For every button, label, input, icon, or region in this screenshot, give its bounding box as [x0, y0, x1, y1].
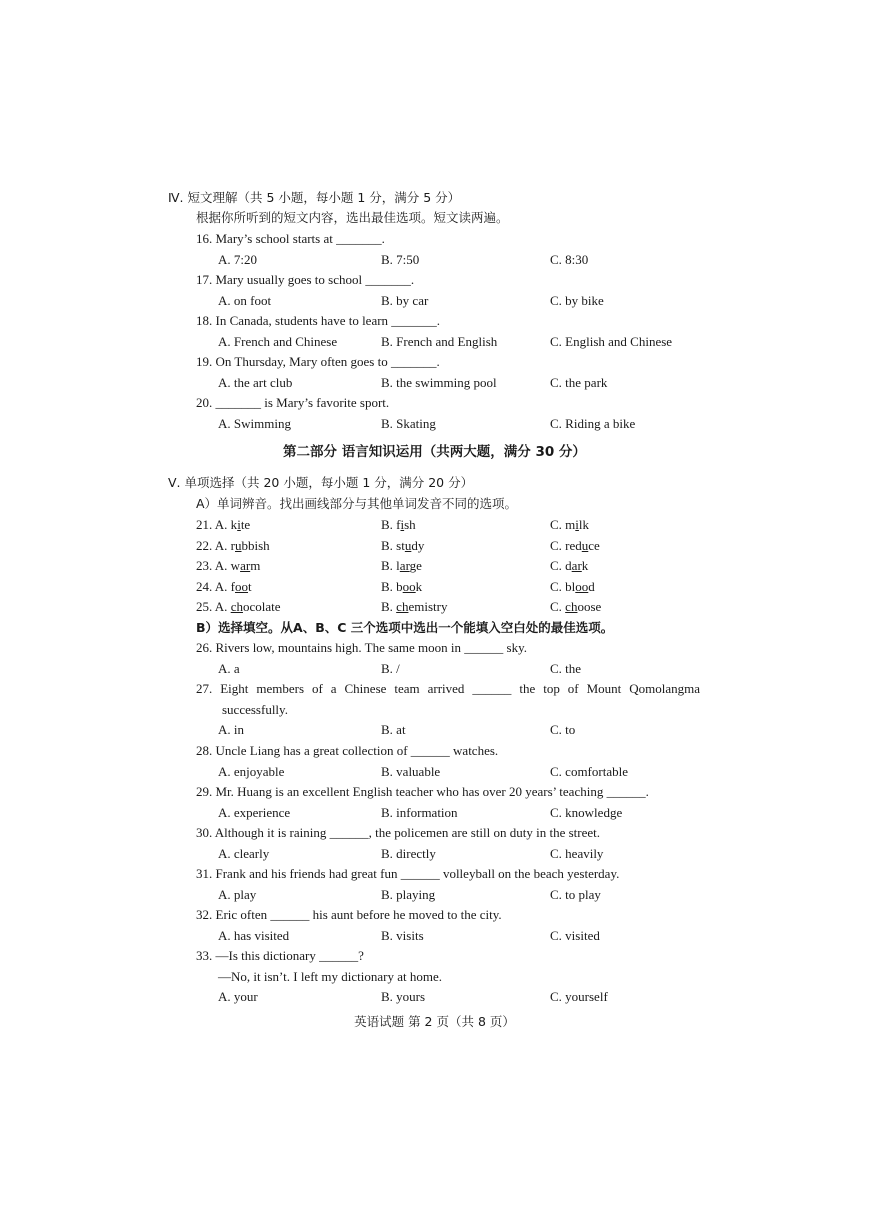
section-4-instruction: 根据你所听到的短文内容，选出最佳选项。短文读两遍。: [196, 210, 509, 225]
question-21-option-b: B. fish: [381, 517, 416, 532]
question-32-option-a: A. has visited: [218, 928, 290, 943]
question-24: [196, 579, 252, 595]
question-26-option-b: B. /: [381, 661, 400, 676]
question-22-option-b: B. study: [381, 538, 425, 553]
question-16-stem: 16. Mary’s school starts at _______.: [196, 231, 385, 246]
question-18-option-a: A. French and Chinese: [218, 334, 338, 349]
question-26-stem: 26. Rivers low, mountains high. The same moon in ______ sky.: [196, 640, 527, 655]
question-20-stem: 20. _______ is Mary’s favorite sport.: [196, 395, 390, 410]
question-16-option-a: A. 7:20: [218, 252, 257, 267]
question-27-option-b: B. at: [381, 722, 406, 737]
question-31-option-a: A. play: [218, 887, 257, 902]
question-18-option-b: B. French and English: [381, 334, 498, 349]
option-a: A. warm: [214, 558, 261, 573]
question-33-option-a: A. your: [218, 989, 258, 1004]
question-number: 25.: [196, 599, 213, 614]
question-28-stem: 28. Uncle Liang has a great collection of ______ watches.: [196, 743, 499, 758]
question-30-option-c: C. heavily: [550, 846, 604, 861]
question-30-stem: 30. Although it is raining ______, the policemen are still on duty in the street.: [196, 825, 601, 840]
question-16-option-b: B. 7:50: [381, 252, 420, 267]
question-21: [196, 517, 250, 533]
question-32-option-c: C. visited: [550, 928, 600, 943]
question-17-stem: 17. Mary usually goes to school _______.: [196, 272, 415, 287]
section-4-heading: Ⅳ. 短文理解（共 5 小题，每小题 1 分，满分 5 分）: [168, 190, 461, 205]
question-32-option-b: B. visits: [381, 928, 424, 943]
part-2-title: 第二部分 语言知识运用（共两大题，满分 30 分）: [283, 444, 586, 460]
question-29-option-c: C. knowledge: [550, 805, 623, 820]
section-5-part-a-instruction: A）单词辨音。找出画线部分与其他单词发音不同的选项。: [196, 496, 518, 511]
question-17-option-a: A. on foot: [218, 293, 272, 308]
page-footer: 英语试题 第 2 页（共 8 页）: [354, 1014, 515, 1029]
question-20-option-b: B. Skating: [381, 416, 436, 431]
question-28-option-b: B. valuable: [381, 764, 441, 779]
question-21-option-c: C. milk: [550, 517, 590, 532]
question-28-option-c: C. comfortable: [550, 764, 628, 779]
option-a: A. rubbish: [214, 538, 270, 553]
question-23: [196, 558, 260, 574]
question-30-option-a: A. clearly: [218, 846, 270, 861]
question-27-option-a: A. in: [218, 722, 244, 737]
question-number: 21.: [196, 517, 213, 532]
option-a: A. kite: [214, 517, 251, 532]
option-a: A. foot: [214, 579, 252, 594]
question-28-option-a: A. enjoyable: [218, 764, 285, 779]
question-29-option-a: A. experience: [218, 805, 291, 820]
question-24-option-c: C. blood: [550, 579, 595, 594]
section-5-part-b-instruction: B）选择填空。从A、B、C 三个选项中选出一个能填入空白处的最佳选项。: [196, 620, 614, 635]
question-23-option-b: B. large: [381, 558, 422, 573]
question-24-option-b: B. book: [381, 579, 423, 594]
question-29-option-b: B. information: [381, 805, 458, 820]
question-25: [196, 599, 281, 615]
option-a: A. chocolate: [214, 599, 281, 614]
question-17-option-c: C. by bike: [550, 293, 604, 308]
question-31-option-b: B. playing: [381, 887, 436, 902]
question-number: 23.: [196, 558, 213, 573]
question-19-stem: 19. On Thursday, Mary often goes to _______.: [196, 354, 440, 369]
question-number: 22.: [196, 538, 213, 553]
question-17-option-b: B. by car: [381, 293, 429, 308]
question-20-option-c: C. Riding a bike: [550, 416, 636, 431]
question-26-option-c: C. the: [550, 661, 582, 676]
question-19-option-c: C. the park: [550, 375, 608, 390]
question-19-option-b: B. the swimming pool: [381, 375, 497, 390]
question-18-stem: 18. In Canada, students have to learn _______.: [196, 313, 441, 328]
question-33-option-c: C. yourself: [550, 989, 608, 1004]
question-18-option-c: C. English and Chinese: [550, 334, 673, 349]
question-32-stem: 32. Eric often ______ his aunt before he moved to the city.: [196, 907, 502, 922]
question-16-option-c: C. 8:30: [550, 252, 589, 267]
question-19-option-a: A. the art club: [218, 375, 293, 390]
question-23-option-c: C. dark: [550, 558, 589, 573]
question-29-stem: 29. Mr. Huang is an excellent English teacher who has over 20 years’ teaching ______.: [196, 784, 649, 799]
question-27-option-c: C. to: [550, 722, 576, 737]
question-33-stem: 33. —Is this dictionary ______?: [196, 948, 364, 963]
question-20-option-a: A. Swimming: [218, 416, 291, 431]
question-22-option-c: C. reduce: [550, 538, 600, 553]
question-33-option-b: B. yours: [381, 989, 426, 1004]
question-27-continuation: successfully.: [222, 702, 288, 717]
question-31-option-c: C. to play: [550, 887, 601, 902]
question-27-stem: 27. Eight members of a Chinese team arrived ______ the top of Mount Qomolangma: [196, 681, 700, 696]
question-26-option-a: A. a: [218, 661, 240, 676]
question-31-stem: 31. Frank and his friends had great fun ______ volleyball on the beach yesterday.: [196, 866, 620, 881]
question-number: 24.: [196, 579, 213, 594]
question-25-option-c: C. choose: [550, 599, 602, 614]
question-22: [196, 538, 270, 554]
question-30-option-b: B. directly: [381, 846, 436, 861]
section-5-heading: Ⅴ. 单项选择（共 20 小题，每小题 1 分，满分 20 分）: [168, 475, 474, 490]
question-25-option-b: B. chemistry: [381, 599, 448, 614]
question-33-reply: —No, it isn’t. I left my dictionary at home.: [218, 969, 442, 984]
